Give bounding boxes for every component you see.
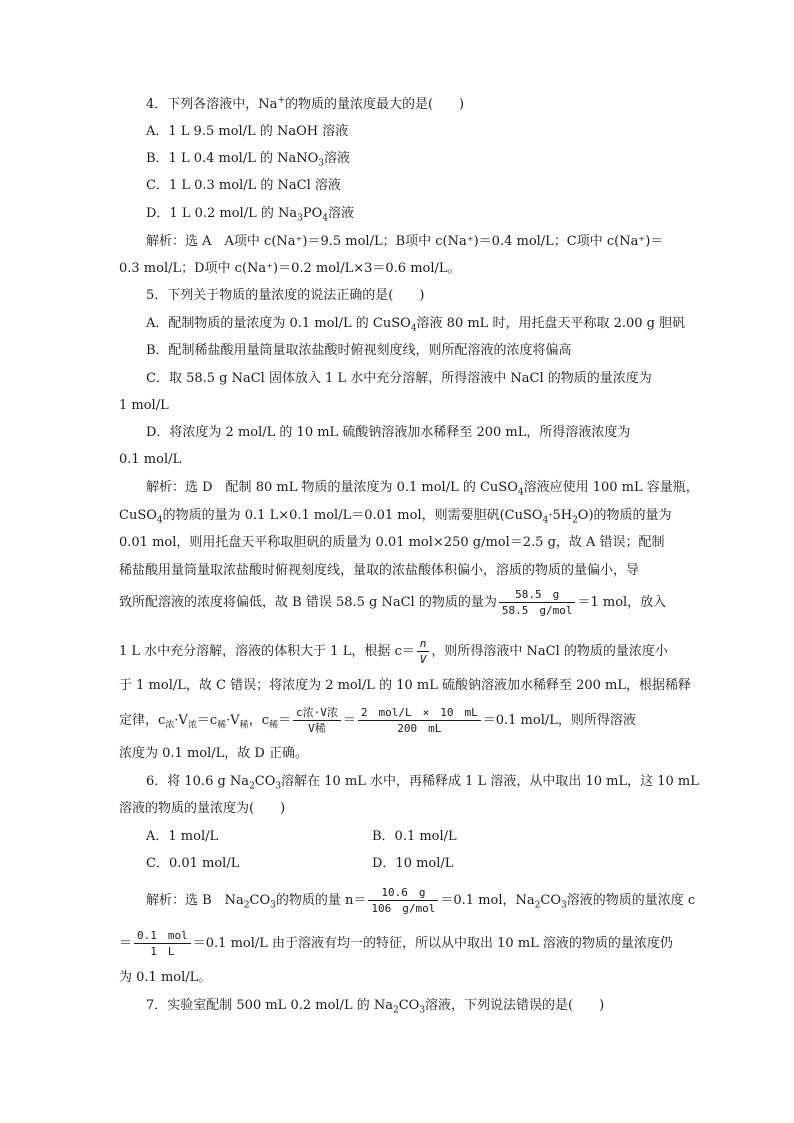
fraction-dilution-symbolic: $\frac{\text{c浓·V浓}}{\text{V稀}}$: [293, 706, 341, 735]
q6-option-a: A．1 mol/L: [146, 829, 219, 844]
q4-option-a: A．1 L 9.5 mol/L 的 NaOH 溶液: [146, 124, 349, 139]
q5-answer-line8: 定律，$c_浓\cdot V_浓=c_稀\cdot V_稀$，$c_稀=$ $\frac{\text{c浓·V浓}}{\text{V稀}}$ ＝ $\frac{\text{2 mol/L × 10 mL}}{200 mL}$ ＝0.1 mol/L，则所得溶液: [119, 706, 636, 735]
q5-option-d-line2: 0.1 mol/L: [119, 452, 182, 467]
q4-option-d: D．1 L 0.2 mol/L 的 $Na_3PO_4$溶液: [146, 206, 355, 224]
q5-option-d-line1: D．将浓度为 2 mol/L 的 10 mL 硫酸钠溶液加水稀释至 200 mL，所得溶液浓度为: [146, 425, 631, 440]
q5-answer-line7: 于 1 mol/L，故 C 错误；将浓度为 2 mol/L 的 10 mL 硫酸钠溶液加水稀释至 200 mL，根据稀释: [119, 678, 692, 693]
q5-answer-line6: 1 L 水中充分溶解，溶液的体积大于 1 L，根据 c＝ $\frac{n}{V}$ ，则所得溶液中 NaCl 的物质的量浓度小: [119, 637, 668, 666]
q6-option-d: D．10 mol/L: [372, 856, 454, 871]
q4-option-c: C．1 L 0.3 mol/L 的 NaCl 溶液: [146, 178, 341, 193]
fraction-nacl-moles: $\frac{58.5 g}{\text{58.5 g/mol}}$: [499, 588, 576, 617]
fraction-dilution-numeric: $\frac{\text{2 mol/L × 10 mL}}{200 mL}$: [358, 706, 481, 735]
fraction-n-over-v: $\frac{n}{V}$: [417, 637, 430, 666]
q6-option-b: B．0.1 mol/L: [372, 829, 457, 844]
q6-stem-line2: 溶液的物质的量浓度为( ): [119, 801, 286, 816]
q7-stem: 7．实验室配制 500 mL 0.2 mol/L 的 $Na_2CO_3$溶液，下列说法错误的是( ): [146, 998, 605, 1016]
q4-option-b: B．1 L 0.4 mol/L 的 NaNO$_3$溶液: [146, 151, 351, 169]
q6-answer-line2: ＝ $\frac{\text{0.1 mol}}{1 L}$ ＝0.1 mol/L 由于溶液有均一的特征，所以从中取出 10 mL 溶液的物质的量浓度仍: [119, 929, 673, 958]
q5-option-c-line1: C．取 58.5 g NaCl 固体放入 1 L 水中充分溶解，所得溶液中 NaCl 的物质的量浓度为: [146, 371, 652, 386]
q4-answer-line1: 解析：选 A A项中 c(Na⁺)＝9.5 mol/L；B项中 c(Na⁺)＝0.4 mol/L；C项中 c(Na⁺)＝: [146, 234, 664, 249]
fraction-na2co3-moles: $\frac{10.6 g}{\text{106 g/mol}}$: [368, 886, 438, 915]
q5-option-b: B．配制稀盐酸用量筒量取浓盐酸时俯视刻度线，则所配溶液的浓度将偏高: [146, 343, 572, 358]
q5-answer-line9: 浓度为 0.1 mol/L，故 D 正确。: [119, 746, 308, 761]
q5-answer-line5: 致所配溶液的浓度将偏低，故 B 错误 58.5 g NaCl 的物质的量为 $\frac{58.5 g}{\text{58.5 g/mol}}$ ＝1 mol，放入: [119, 588, 667, 617]
q5-option-c-line2: 1 mol/L: [119, 398, 169, 413]
q6-stem-line1: 6．将 10.6 g $Na_2CO_3$溶解在 10 mL 水中，再稀释成 1 L 溶液，从中取出 10 mL，这 10 mL: [146, 774, 699, 792]
q5-answer-line3: 0.01 mol，则用托盘天平称取胆矾的质量为 0.01 mol×250 g/mol＝2.5 g，故 A 错误；配制: [119, 535, 665, 550]
q6-answer-line3: 为 0.1 mol/L。: [119, 970, 212, 985]
q6-option-c: C．0.01 mol/L: [146, 856, 240, 871]
q4-stem: 4．下列各溶液中，Na+的物质的量浓度最大的是( ): [146, 95, 465, 112]
q4-answer-line2: 0.3 mol/L；D项中 c(Na⁺)＝0.2 mol/L×3＝0.6 mol/L。: [119, 261, 461, 276]
q5-stem: 5．下列关于物质的量浓度的说法正确的是( ): [146, 288, 425, 303]
q5-option-a: A．配制物质的量浓度为 0.1 mol/L 的 CuSO$_4$溶液 80 mL 时，用托盘天平称取 2.00 g 胆矾: [146, 316, 686, 334]
q5-answer-line1: 解析：选 D 配制 80 mL 物质的量浓度为 0.1 mol/L 的 CuSO$_4$溶液应使用 100 mL 容量瓶，: [146, 480, 699, 498]
q5-answer-line2: CuSO$_4$的物质的量为 0.1 L×0.1 mol/L＝0.01 mol，则需要胆矾$(CuSO_4\cdot 5H_2O)$的物质的量为: [119, 508, 672, 526]
q5-answer-line4: 稀盐酸用量筒量取浓盐酸时俯视刻度线，量取的浓盐酸体积偏小，溶质的物质的量偏小，导: [119, 563, 640, 578]
fraction-concentration: $\frac{\text{0.1 mol}}{1 L}$: [134, 929, 191, 958]
q6-answer-line1: 解析：选 B $Na_2CO_3$的物质的量 n＝ $\frac{10.6 g}{\text{106 g/mol}}$ ＝0.1 mol，$Na_2CO_3$溶液的物质的量浓度 c: [146, 886, 696, 915]
